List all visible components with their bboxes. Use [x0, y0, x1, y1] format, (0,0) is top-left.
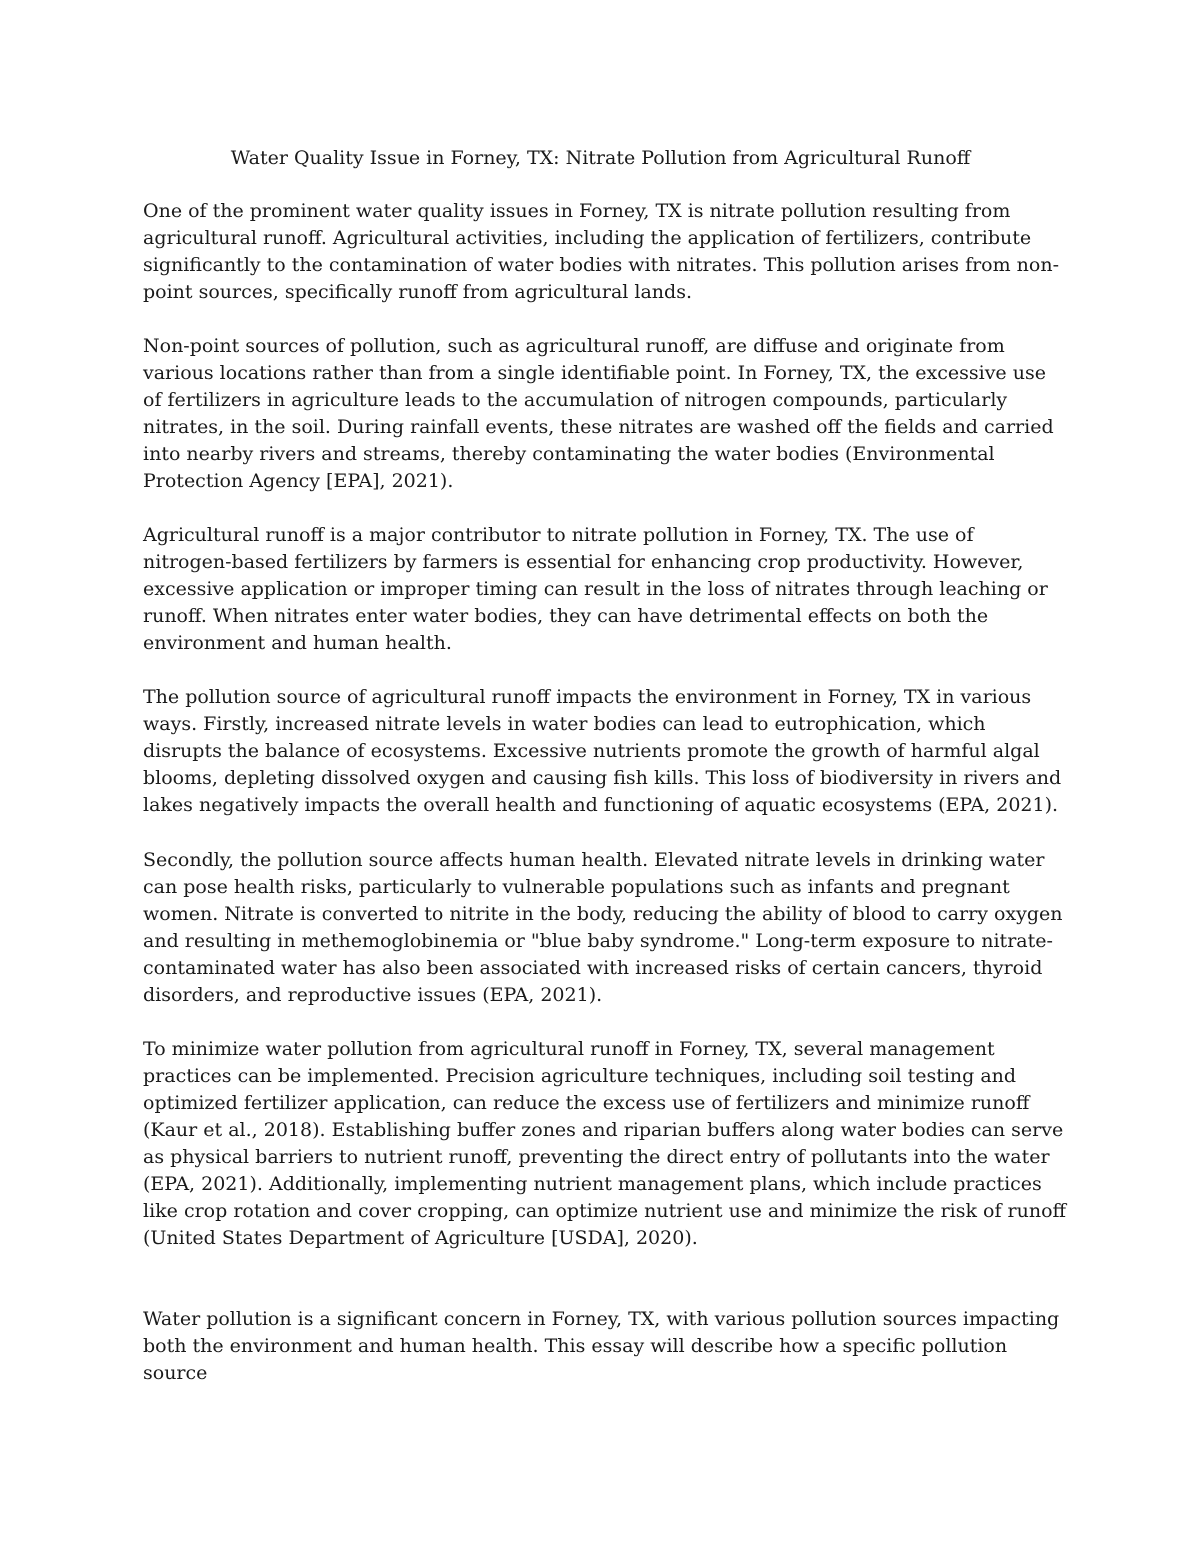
paragraph-4 [143, 684, 1068, 819]
paragraph-2 [143, 333, 1068, 495]
paragraph-6 [143, 1036, 1068, 1252]
paragraph-text: The pollution source of agricultural runoff impacts the environment in Forney, TX in various ways. Firstly, increased nitrate levels in water bodies can lead to eutrophication, which disrupts the balance of ecosystems. Excessive nutrients promote the growth of harmful algal blooms, depleting dissolved oxygen and causing fish kills. This loss of biodiversity in rivers and lakes negatively impacts the overall health and functioning of aquatic ecosystems (EPA, 2021). [143, 686, 1062, 816]
paragraph-text: Water pollution is a significant concern in Forney, TX, with various pollution sources impacting both the environment and human health. This essay will describe how a specific pollution source [143, 1308, 1060, 1384]
document-title: Water Quality Issue in Forney, TX: Nitrate Pollution from Agricultural Runoff [230, 147, 971, 169]
paragraph-text: Secondly, the pollution source affects human health. Elevated nitrate levels in drinking water can pose health risks, particularly to vulnerable populations such as infants and pregnant women. Nitrate is converted to nitrite in the body, reducing the ability of blood to carry oxygen and resulting in methemoglobinemia or "blue baby syndrome." Long-term exposure to nitrate-contaminated water has also been associated with increased risks of certain cancers, thyroid disorders, and reproductive issues (EPA, 2021). [143, 849, 1063, 1006]
paragraph-text: Non-point sources of pollution, such as agricultural runoff, are diffuse and originate from various locations rather than from a single identifiable point. In Forney, TX, the excessive use of fertilizers in agriculture leads to the accumulation of nitrogen compounds, particularly nitrates, in the soil. During rainfall events, these nitrates are washed off the fields and carried into nearby rivers and streams, thereby contaminating the water bodies (Environmental Protection Agency [EPA], 2021). [143, 335, 1054, 492]
paragraph-text: One of the prominent water quality issues in Forney, TX is nitrate pollution resulting from agricultural runoff. Agricultural activities, including the application of fertilizers, contribute significantly to the contamination of water bodies with nitrates. This pollution arises from non-point sources, specifically runoff from agricultural lands. [143, 200, 1060, 303]
paragraph-5 [143, 847, 1068, 1009]
paragraph-text: Agricultural runoff is a major contributor to nitrate pollution in Forney, TX. The use of nitrogen-based fertilizers by farmers is essential for enhancing crop productivity. However, excessive application or improper timing can result in the loss of nitrates through leaching or runoff. When nitrates enter water bodies, they can have detrimental effects on both the environment and human health. [143, 524, 1048, 654]
paragraph-text: To minimize water pollution from agricultural runoff in Forney, TX, several management practices can be implemented. Precision agriculture techniques, including soil testing and optimized fertilizer application, can reduce the excess use of fertilizers and minimize runoff (Kaur et al., 2018). Establishing buffer zones and riparian buffers along water bodies can serve as physical barriers to nutrient runoff, preventing the direct entry of pollutants into the water (EPA, 2021). Additionally, implementing nutrient management plans, which include practices like crop rotation and cover cropping, can optimize nutrient use and minimize the risk of runoff (United States Department of Agriculture [USDA], 2020). [143, 1038, 1067, 1249]
paragraph-1 [143, 198, 1068, 306]
paragraph-7 [143, 1306, 1068, 1387]
paragraph-3 [143, 522, 1068, 657]
